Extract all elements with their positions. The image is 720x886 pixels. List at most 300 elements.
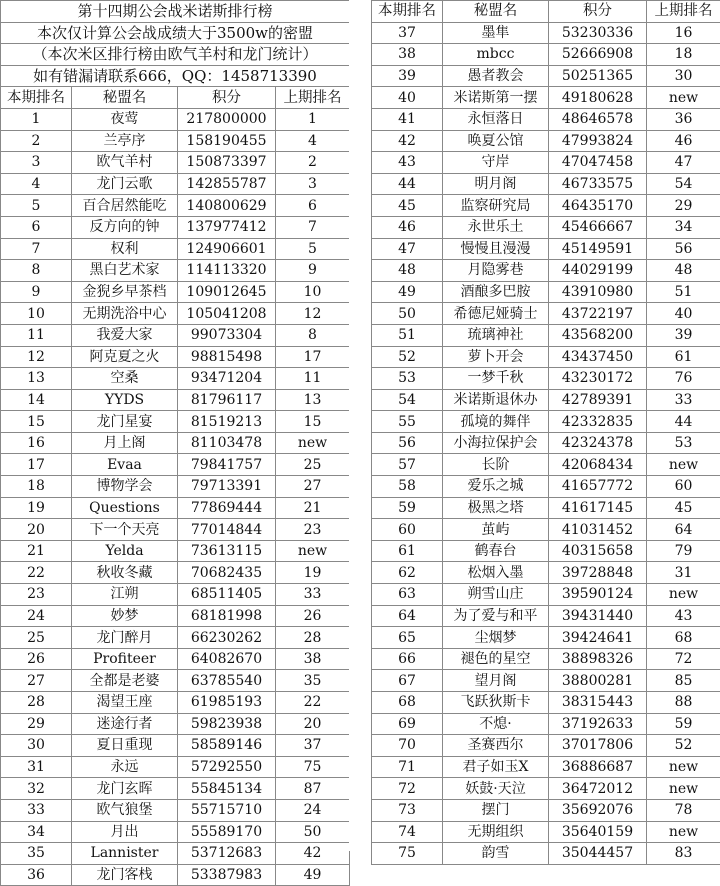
alliance-name-cell: 下一个天亮 <box>72 519 178 541</box>
alliance-name-cell: YYDS <box>72 389 178 411</box>
table-row <box>1 497 350 519</box>
prev-rank-cell: 26 <box>276 605 350 627</box>
score-cell: 38898326 <box>549 648 647 670</box>
table-row <box>372 843 720 865</box>
score-cell: 81796117 <box>178 389 276 411</box>
table-row <box>372 778 720 800</box>
table-row <box>372 303 720 325</box>
score-cell: 47047458 <box>549 152 647 174</box>
score-cell: 63785540 <box>178 670 276 692</box>
prev-rank-cell: 49 <box>276 864 350 886</box>
table-row <box>1 216 350 238</box>
rank-cell: 11 <box>1 324 72 346</box>
header-rank: 本期排名 <box>372 1 443 23</box>
score-cell: 55589170 <box>178 821 276 843</box>
table-row <box>372 324 720 346</box>
score-cell: 68181998 <box>178 605 276 627</box>
alliance-name-cell: 韵雪 <box>443 843 549 865</box>
prev-rank-cell: 13 <box>276 389 350 411</box>
alliance-name-cell: Profiteer <box>72 648 178 670</box>
table-row <box>1 476 350 498</box>
alliance-name-cell: 褪色的星空 <box>443 648 549 670</box>
alliance-name-cell: 圣赛西尔 <box>443 735 549 757</box>
score-cell: 114113320 <box>178 260 276 282</box>
score-cell: 124906601 <box>178 238 276 260</box>
score-cell: 35044457 <box>549 843 647 865</box>
alliance-name-cell: 百合居然能吃 <box>72 195 178 217</box>
prev-rank-cell: 75 <box>276 756 350 778</box>
rank-cell: 21 <box>1 540 72 562</box>
score-cell: 98815498 <box>178 346 276 368</box>
prev-rank-cell: 27 <box>276 476 350 498</box>
alliance-name-cell: 无期洗浴中心 <box>72 303 178 325</box>
score-cell: 53230336 <box>549 22 647 44</box>
prev-rank-cell: 87 <box>276 778 350 800</box>
prev-rank-cell: 16 <box>647 22 720 44</box>
score-cell: 45466667 <box>549 216 647 238</box>
header-prev-rank: 上期排名 <box>276 87 350 109</box>
rank-cell: 44 <box>372 173 443 195</box>
score-cell: 39728848 <box>549 562 647 584</box>
score-cell: 47993824 <box>549 130 647 152</box>
score-cell: 79713391 <box>178 476 276 498</box>
table-row <box>372 454 720 476</box>
rank-cell: 17 <box>1 454 72 476</box>
rank-cell: 64 <box>372 605 443 627</box>
alliance-name-cell: 江朔 <box>72 584 178 606</box>
rank-cell: 48 <box>372 260 443 282</box>
rank-cell: 12 <box>1 346 72 368</box>
title-row <box>1 65 350 87</box>
table-row <box>1 281 350 303</box>
prev-rank-cell: 4 <box>276 130 350 152</box>
alliance-name-cell: 慢慢且漫漫 <box>443 238 549 260</box>
prev-rank-cell: 52 <box>647 735 720 757</box>
alliance-name-cell: 妖鼓·天泣 <box>443 778 549 800</box>
rank-cell: 61 <box>372 540 443 562</box>
rank-cell: 6 <box>1 216 72 238</box>
alliance-name-cell: 孤境的舞伴 <box>443 411 549 433</box>
table-row <box>372 605 720 627</box>
rank-cell: 70 <box>372 735 443 757</box>
title-row <box>1 44 350 66</box>
score-cell: 55715710 <box>178 799 276 821</box>
table-row <box>372 756 720 778</box>
prev-rank-cell: new <box>276 432 350 454</box>
alliance-name-cell: 唤夏公馆 <box>443 130 549 152</box>
prev-rank-cell: 22 <box>276 692 350 714</box>
rank-cell: 31 <box>1 756 72 778</box>
table-row <box>1 346 350 368</box>
alliance-name-cell: 无期组织 <box>443 821 549 843</box>
alliance-name-cell: 秋收冬藏 <box>72 562 178 584</box>
score-cell: 46733575 <box>549 173 647 195</box>
rank-cell: 50 <box>372 303 443 325</box>
table-row <box>372 346 720 368</box>
alliance-name-cell: 永世乐土 <box>443 216 549 238</box>
prev-rank-cell: 45 <box>647 497 720 519</box>
rank-cell: 26 <box>1 648 72 670</box>
score-cell: 140800629 <box>178 195 276 217</box>
alliance-name-cell: 一梦千秋 <box>443 368 549 390</box>
score-cell: 64082670 <box>178 648 276 670</box>
rank-cell: 34 <box>1 821 72 843</box>
rank-cell: 36 <box>1 864 72 886</box>
alliance-name-cell: 希德尼娅骑士 <box>443 303 549 325</box>
alliance-name-cell: 米诺斯第一摆 <box>443 87 549 109</box>
prev-rank-cell: new <box>647 821 720 843</box>
prev-rank-cell: 2 <box>276 152 350 174</box>
rank-cell: 51 <box>372 324 443 346</box>
score-cell: 39424641 <box>549 627 647 649</box>
alliance-name-cell: 愚者教会 <box>443 65 549 87</box>
alliance-name-cell: 我爱大家 <box>72 324 178 346</box>
table-row <box>372 368 720 390</box>
score-cell: 57292550 <box>178 756 276 778</box>
prev-rank-cell: 24 <box>276 799 350 821</box>
table-row <box>372 648 720 670</box>
rank-cell: 15 <box>1 411 72 433</box>
rank-cell: 30 <box>1 735 72 757</box>
rank-cell: 47 <box>372 238 443 260</box>
table-row <box>1 778 350 800</box>
prev-rank-cell: 9 <box>276 260 350 282</box>
prev-rank-cell: 56 <box>647 238 720 260</box>
rank-cell: 16 <box>1 432 72 454</box>
score-cell: 50251365 <box>549 65 647 87</box>
rank-cell: 14 <box>1 389 72 411</box>
rank-cell: 67 <box>372 670 443 692</box>
title-row <box>1 1 350 23</box>
prev-rank-cell: 25 <box>276 454 350 476</box>
alliance-name-cell: 飞跃狄斯卡 <box>443 692 549 714</box>
table-row <box>372 670 720 692</box>
prev-rank-cell: 42 <box>276 843 350 865</box>
rank-cell: 72 <box>372 778 443 800</box>
table-row <box>372 108 720 130</box>
score-cell: 109012645 <box>178 281 276 303</box>
table-row <box>1 562 350 584</box>
table-row <box>1 195 350 217</box>
table-row <box>1 799 350 821</box>
score-cell: 41657772 <box>549 476 647 498</box>
alliance-name-cell: 欧气狼堡 <box>72 799 178 821</box>
prev-rank-cell: 83 <box>647 843 720 865</box>
prev-rank-cell: 10 <box>276 281 350 303</box>
rank-cell: 57 <box>372 454 443 476</box>
alliance-name-cell: 守岸 <box>443 152 549 174</box>
prev-rank-cell: new <box>647 756 720 778</box>
alliance-name-cell: Evaa <box>72 454 178 476</box>
score-cell: 55845134 <box>178 778 276 800</box>
prev-rank-cell: 36 <box>647 108 720 130</box>
table-row <box>372 44 720 66</box>
score-cell: 73613115 <box>178 540 276 562</box>
prev-rank-cell: 47 <box>647 152 720 174</box>
score-cell: 43910980 <box>549 281 647 303</box>
score-cell: 53712683 <box>178 843 276 865</box>
rank-cell: 39 <box>372 65 443 87</box>
score-cell: 42332835 <box>549 411 647 433</box>
rank-cell: 59 <box>372 497 443 519</box>
rank-cell: 8 <box>1 260 72 282</box>
prev-rank-cell: new <box>276 540 350 562</box>
rank-cell: 4 <box>1 173 72 195</box>
score-cell: 105041208 <box>178 303 276 325</box>
table-row <box>372 627 720 649</box>
alliance-name-cell: 明月阁 <box>443 173 549 195</box>
score-cell: 39431440 <box>549 605 647 627</box>
rank-cell: 10 <box>1 303 72 325</box>
score-cell: 42789391 <box>549 389 647 411</box>
table-row <box>372 87 720 109</box>
table-row <box>372 540 720 562</box>
alliance-name-cell: Yelda <box>72 540 178 562</box>
prev-rank-cell: 1 <box>276 108 350 130</box>
alliance-name-cell: 摆门 <box>443 799 549 821</box>
score-cell: 59823938 <box>178 713 276 735</box>
alliance-name-cell: 爱乐之城 <box>443 476 549 498</box>
alliance-name-cell: 欧气羊村 <box>72 152 178 174</box>
table-row <box>1 130 350 152</box>
score-cell: 45149591 <box>549 238 647 260</box>
table-row <box>372 260 720 282</box>
score-cell: 77014844 <box>178 519 276 541</box>
prev-rank-cell: 43 <box>647 605 720 627</box>
table-row <box>1 605 350 627</box>
rank-cell: 13 <box>1 368 72 390</box>
table-row <box>372 195 720 217</box>
rank-cell: 71 <box>372 756 443 778</box>
rank-cell: 53 <box>372 368 443 390</box>
score-cell: 61985193 <box>178 692 276 714</box>
table-row <box>372 281 720 303</box>
rank-cell: 58 <box>372 476 443 498</box>
score-cell: 37192633 <box>549 713 647 735</box>
prev-rank-cell: 23 <box>276 519 350 541</box>
score-cell: 37017806 <box>549 735 647 757</box>
alliance-name-cell: 龙门云歌 <box>72 173 178 195</box>
prev-rank-cell: new <box>647 778 720 800</box>
rank-cell: 68 <box>372 692 443 714</box>
table-row <box>1 303 350 325</box>
rank-cell: 22 <box>1 562 72 584</box>
alliance-name-cell: 月出 <box>72 821 178 843</box>
table-row <box>1 756 350 778</box>
alliance-name-cell: 权利 <box>72 238 178 260</box>
alliance-name-cell: 望月阁 <box>443 670 549 692</box>
alliance-name-cell: 龙门客栈 <box>72 864 178 886</box>
prev-rank-cell: 59 <box>647 713 720 735</box>
score-cell: 41031452 <box>549 519 647 541</box>
prev-rank-cell: 79 <box>647 540 720 562</box>
table-row <box>1 692 350 714</box>
table-row <box>1 260 350 282</box>
alliance-name-cell: 小海拉保护会 <box>443 432 549 454</box>
rank-cell: 74 <box>372 821 443 843</box>
sheet-gap <box>349 0 371 851</box>
page-title: 第十四期公会战米诺斯排行榜 <box>1 1 350 23</box>
prev-rank-cell: 3 <box>276 173 350 195</box>
table-row <box>372 519 720 541</box>
alliance-name-cell: 茧屿 <box>443 519 549 541</box>
rank-cell: 28 <box>1 692 72 714</box>
alliance-name-cell: Questions <box>72 497 178 519</box>
rank-cell: 60 <box>372 519 443 541</box>
alliance-name-cell: 君子如玉X <box>443 756 549 778</box>
score-cell: 48646578 <box>549 108 647 130</box>
table-row <box>372 216 720 238</box>
rank-cell: 35 <box>1 843 72 865</box>
rank-cell: 19 <box>1 497 72 519</box>
table-row <box>372 713 720 735</box>
rank-cell: 25 <box>1 627 72 649</box>
prev-rank-cell: 7 <box>276 216 350 238</box>
prev-rank-cell: 17 <box>276 346 350 368</box>
table-row <box>372 735 720 757</box>
table-row <box>372 22 720 44</box>
rank-cell: 37 <box>372 22 443 44</box>
rank-cell: 62 <box>372 562 443 584</box>
score-cell: 46435170 <box>549 195 647 217</box>
score-cell: 36886687 <box>549 756 647 778</box>
alliance-name-cell: 长阶 <box>443 454 549 476</box>
score-cell: 217800000 <box>178 108 276 130</box>
alliance-name-cell: 月上阁 <box>72 432 178 454</box>
alliance-name-cell: 龙门玄晖 <box>72 778 178 800</box>
table-row <box>1 864 350 886</box>
alliance-name-cell: 米诺斯退休办 <box>443 389 549 411</box>
header-row <box>372 1 720 23</box>
header-rank: 本期排名 <box>1 87 72 109</box>
prev-rank-cell: 46 <box>647 130 720 152</box>
alliance-name-cell: 鹤春台 <box>443 540 549 562</box>
prev-rank-cell: 33 <box>647 389 720 411</box>
table-row <box>372 799 720 821</box>
prev-rank-cell: 38 <box>276 648 350 670</box>
prev-rank-cell: 15 <box>276 411 350 433</box>
score-cell: 137977412 <box>178 216 276 238</box>
table-row <box>1 173 350 195</box>
score-cell: 79841757 <box>178 454 276 476</box>
prev-rank-cell: 76 <box>647 368 720 390</box>
score-cell: 43230172 <box>549 368 647 390</box>
prev-rank-cell: new <box>647 87 720 109</box>
score-cell: 35692076 <box>549 799 647 821</box>
table-row <box>1 324 350 346</box>
table-row <box>372 411 720 433</box>
alliance-name-cell: 阿克夏之火 <box>72 346 178 368</box>
alliance-name-cell: 酒酿多巴胺 <box>443 281 549 303</box>
rank-cell: 43 <box>372 152 443 174</box>
rank-cell: 1 <box>1 108 72 130</box>
alliance-name-cell: 墨隼 <box>443 22 549 44</box>
score-cell: 81519213 <box>178 411 276 433</box>
prev-rank-cell: 31 <box>647 562 720 584</box>
header-name: 秘盟名 <box>443 1 549 23</box>
score-cell: 43722197 <box>549 303 647 325</box>
rank-cell: 5 <box>1 195 72 217</box>
header-score: 积分 <box>549 1 647 23</box>
alliance-name-cell: 尘烟梦 <box>443 627 549 649</box>
rank-cell: 73 <box>372 799 443 821</box>
rank-cell: 2 <box>1 130 72 152</box>
score-cell: 43437450 <box>549 346 647 368</box>
score-cell: 43568200 <box>549 324 647 346</box>
score-cell: 70682435 <box>178 562 276 584</box>
prev-rank-cell: 53 <box>647 432 720 454</box>
score-cell: 44029199 <box>549 260 647 282</box>
table-row <box>372 476 720 498</box>
table-row <box>1 389 350 411</box>
alliance-name-cell: 永远 <box>72 756 178 778</box>
table-row <box>1 238 350 260</box>
alliance-name-cell: 黑白艺术家 <box>72 260 178 282</box>
rank-cell: 40 <box>372 87 443 109</box>
score-cell: 99073304 <box>178 324 276 346</box>
rank-cell: 75 <box>372 843 443 865</box>
score-cell: 49180628 <box>549 87 647 109</box>
table-row <box>1 432 350 454</box>
prev-rank-cell: 78 <box>647 799 720 821</box>
rank-cell: 38 <box>372 44 443 66</box>
rank-cell: 56 <box>372 432 443 454</box>
score-cell: 42324378 <box>549 432 647 454</box>
alliance-name-cell: 朔雪山庄 <box>443 584 549 606</box>
alliance-name-cell: 琉璃神社 <box>443 324 549 346</box>
prev-rank-cell: 33 <box>276 584 350 606</box>
prev-rank-cell: 12 <box>276 303 350 325</box>
title-note: （本次米区排行榜由欧气羊村和龙门统计） <box>1 44 350 66</box>
prev-rank-cell: 29 <box>647 195 720 217</box>
rank-cell: 3 <box>1 152 72 174</box>
table-row <box>1 821 350 843</box>
score-cell: 81103478 <box>178 432 276 454</box>
rank-cell: 41 <box>372 108 443 130</box>
rank-cell: 9 <box>1 281 72 303</box>
prev-rank-cell: 48 <box>647 260 720 282</box>
ranking-table-left <box>0 0 350 886</box>
score-cell: 52666908 <box>549 44 647 66</box>
rank-cell: 33 <box>1 799 72 821</box>
score-cell: 93471204 <box>178 368 276 390</box>
table-row <box>372 692 720 714</box>
alliance-name-cell: 松烟入墨 <box>443 562 549 584</box>
rank-cell: 24 <box>1 605 72 627</box>
prev-rank-cell: 64 <box>647 519 720 541</box>
rank-cell: 20 <box>1 519 72 541</box>
rank-cell: 7 <box>1 238 72 260</box>
rank-cell: 55 <box>372 411 443 433</box>
score-cell: 66230262 <box>178 627 276 649</box>
table-row <box>1 670 350 692</box>
prev-rank-cell: 60 <box>647 476 720 498</box>
score-cell: 41617145 <box>549 497 647 519</box>
alliance-name-cell: 妙梦 <box>72 605 178 627</box>
prev-rank-cell: new <box>647 454 720 476</box>
score-cell: 142855787 <box>178 173 276 195</box>
score-cell: 38315443 <box>549 692 647 714</box>
table-row <box>372 562 720 584</box>
rank-cell: 32 <box>1 778 72 800</box>
rank-cell: 65 <box>372 627 443 649</box>
table-row <box>1 519 350 541</box>
prev-rank-cell: 72 <box>647 648 720 670</box>
table-row <box>372 497 720 519</box>
alliance-name-cell: 萝卜开会 <box>443 346 549 368</box>
table-row <box>1 648 350 670</box>
prev-rank-cell: 8 <box>276 324 350 346</box>
